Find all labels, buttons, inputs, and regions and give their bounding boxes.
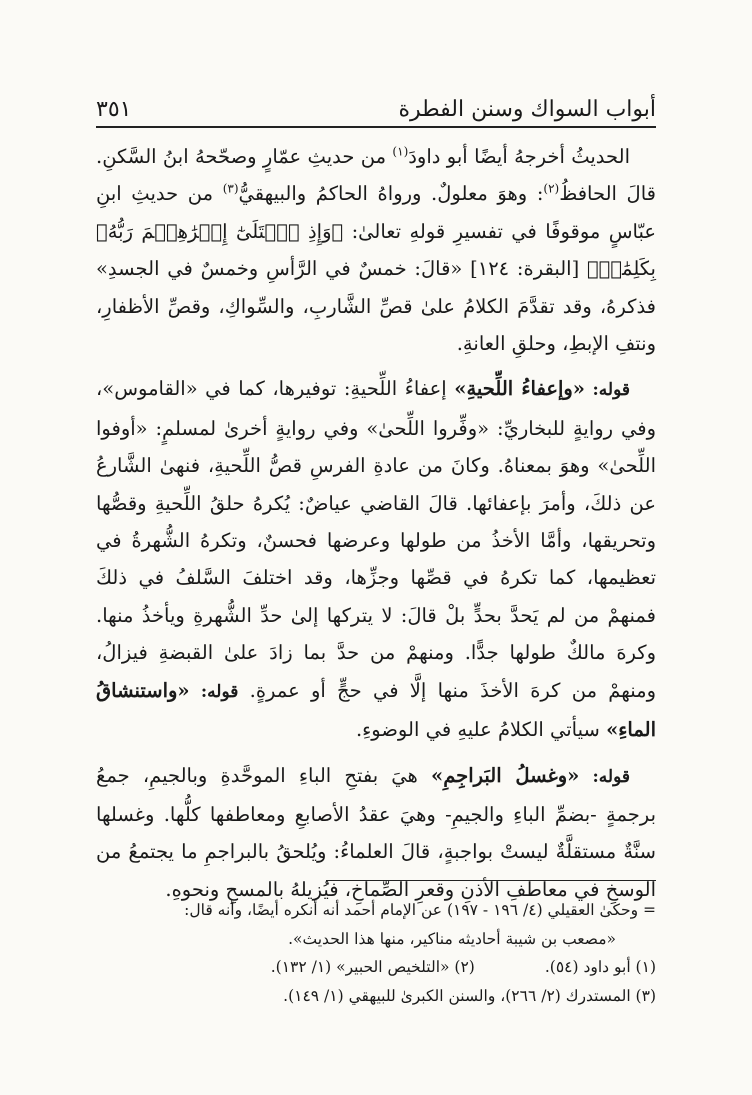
qawluh-label-3: قوله: [592, 766, 631, 787]
keyword-beard: «وإعفاءُ اللِّحيةِ» [454, 377, 585, 401]
p1-text-b: من حديثِ عمّارٍ وصحّحهُ ابنُ السَّكنِ. قالَ الحافظُ [96, 145, 656, 206]
p2-text: إعفاءُ اللِّحيةِ: توفيرها، كما في «القاموس»، وفي روايةٍ للبخاريِّ: «وفِّروا اللِّحىٰ» وفي روايةٍ أخرىٰ لمسلمٍ: «أوفوا اللِّحىٰ» وهوَ بمعناهُ. وكانَ من عادةِ الفرسِ قصُّ اللِّحيةِ، فنهىٰ الشَّارعُ عن ذلكَ، وأمرَ بإعفائها. قالَ القاضي عياضٌ: يُكرهُ حلقُ اللِّحيةِ وقصُّها وتحريقها، وأمَّا الأخذُ من طولها وعرضها فحسنٌ، وتكرهُ الشُّهرةُ في تعظيمها، كما تكرهُ في قصِّها وجزِّها، وقد اختلفَ السَّلفُ في ذلكَ فمنهمْ من لم يَحدَّ بحدٍّ بلْ قالَ: لا يتركها إلىٰ حدِّ الشُّهرةِ ويأخذُ منها. وكرهَ مالكٌ طولها جدًّا. ومنهمْ من حدَّ بما زادَ علىٰ القبضةِ فيزالُ، ومنهمْ من كرهَ الأخذَ منها إلَّا في حجٍّ أو عمرةٍ. [96, 377, 656, 702]
footnote-ref-3[interactable]: (٣) [222, 181, 239, 196]
footnote-ref-2[interactable]: (٢) [543, 181, 560, 196]
p2-text-2: سيأتي الكلامُ عليهِ في الوضوءِ. [355, 718, 607, 742]
p1-text-d: من حديثِ ابنِ عبّاسٍ موقوفًا في تفسيرِ قولهِ تعالىٰ: ﴿وَإِذِ ٱبۡتَلَىٰٓ إِبۡرَٰهِـۧمَ رَبُّهُۥ بِكَلِمَٰتٖ﴾ [البقرة: ١٢٤] «قالَ: خمسٌ في الرَّأسِ وخمسٌ في الجسدِ» فذكرهُ، وقد تقدَّمَ الكلامُ علىٰ قصِّ الشَّاربِ، والسِّواكِ، وقصِّ الأظفارِ، ونتفِ الإبطِ، وحلقِ العانةِ. [96, 182, 656, 356]
footnote-2: (٢) «التلخيص الحبير» (١/ ١٣٢). [270, 958, 475, 976]
page-header [96, 82, 656, 128]
footnotes [96, 896, 656, 1010]
page-number: ٣٥١ [96, 97, 132, 122]
paragraph-1 [96, 138, 656, 362]
p1-text-c: : وهوَ معلولٌ. ورواهُ الحاكمُ والبيهقيُّ [238, 182, 544, 206]
footnote-continuation-2: «مصعب بن شيبة أحاديثه مناكير، منها هذا الحديث». [288, 929, 616, 948]
running-title: أبواب السواك وسنن الفطرة [398, 97, 656, 122]
qawluh-label-2: قوله: [200, 681, 239, 702]
keyword-istinshaq: «واستنشاقُ الماءِ» [96, 678, 656, 742]
footnote-ref-1[interactable]: (١) [392, 144, 409, 159]
footnote-row [96, 953, 656, 982]
keyword-barajim: «وغسلُ البَراجِمِ» [431, 763, 580, 787]
footnote-1: (١) أبو داود (٥٤). [544, 958, 656, 976]
p3-text: هيَ بفتحِ الباءِ الموحَّدةِ وبالجيمِ، جمعُ برجمةٍ -بضمِّ الباءِ والجيمِ- وهيَ عقدُ الأصابعِ ومعاطفها كلُّها. وغسلها سنَّةٌ مستقلَّةٌ ليستْ بواجبةٍ، قالَ العلماءُ: ويُلحقُ بالبراجمِ ما يجتمعُ من الوسخِ في معاطفِ الأذنِ وقعرِ الصِّماخِ، فيُزيلهُ بالمسحِ ونحوهِ. [96, 763, 656, 901]
main-text [96, 138, 656, 916]
paragraph-3 [96, 757, 656, 909]
footnote-3: (٣) المستدرك (٢/ ٢٦٦)، والسنن الكبرىٰ للبيهقي (١/ ١٤٩). [283, 986, 656, 1005]
qawluh-label: قوله: [592, 380, 631, 401]
footnote-continuation: = وحكىٰ العقيلي (٤/ ١٩٦ - ١٩٧) عن الإمام أحمد أنه أنكره أيضًا، وأنه قال: [184, 901, 656, 919]
paragraph-2 [96, 370, 656, 748]
footnote-divider [326, 880, 656, 881]
p1-text-a: الحديثُ أخرجهُ أيضًا أبو داودَ [408, 145, 630, 168]
